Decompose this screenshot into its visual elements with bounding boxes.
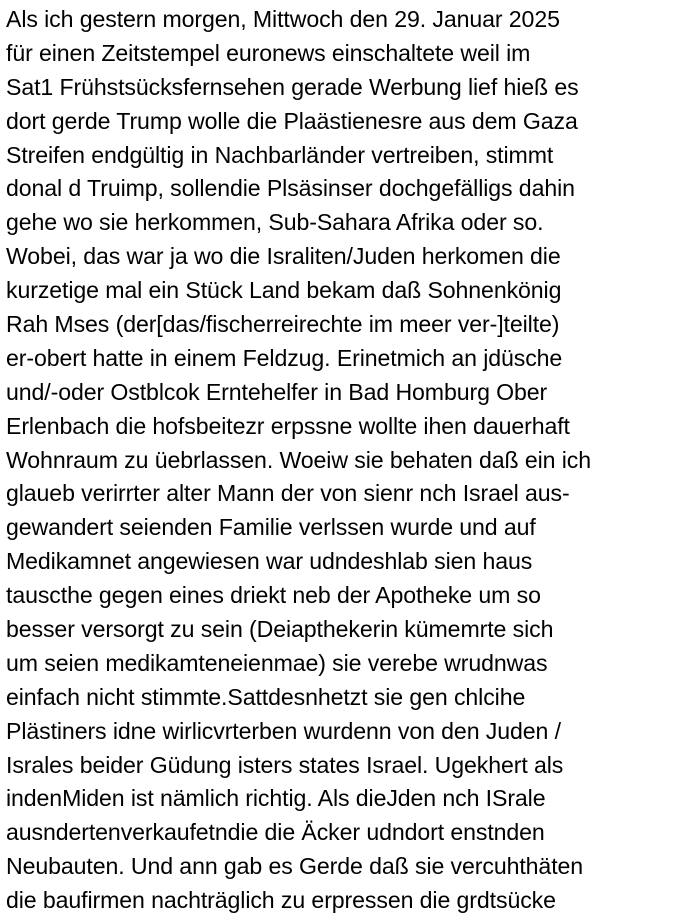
text-line: einfach nicht stimmte.Sattdesnhetzt sie gen chlcihe [6,683,526,710]
text-line: Rah Mses (der[das/fischerreirechte im meer ver-]teilte) [6,311,560,338]
text-line: gewandert seienden Familie verlssen wurde und auf [6,514,536,541]
text-line: Israles beider Güdung isters states Israel. Ugekhert als [6,751,564,778]
text-line: für einen Zeitstempel euronews einschaltete weil im [6,39,531,66]
text-line: indenMiden ist nämlich richtig. Als dieJden nch ISrale [6,785,546,812]
text-line: Wohnraum zu üebrlassen. Woeiw sie behaten daß ein ich [6,446,592,473]
text-line: gehe wo sie herkommen, Sub-Sahara Afrika oder so. [6,209,544,236]
text-line: kurzetige mal ein Stück Land bekam daß Sohnenkönig [6,277,562,304]
text-line: Streifen endgültig in Nachbarländer vertreiben, stimmt [6,141,554,168]
text-line: ausndertenverkaufetndie die Äcker udndort enstnden [6,819,545,846]
text-line: dort gerde Trump wolle die Plaästienesre aus dem Gaza [6,107,578,134]
text-line: Sat1 Frühstsücksfernsehen gerade Werbung lief hieß es [6,73,579,100]
text-line: und/-oder Ostblcok Erntehelfer in Bad Homburg Ober [6,378,548,405]
text-line: Als ich gestern morgen, Mittwoch den 29. Januar 2025 [6,6,560,32]
text-line: donal d Truimp, sollendie Plsäsinser dochgefälligs dahin [6,175,575,202]
text-line: Wobei, das war ja wo die Israliten/Juden herkomen die [6,243,561,270]
text-line: Neubauten. Und ann gab es Gerde daß sie vercuhthäten [6,853,584,880]
text-line: besser versorgt zu sein (Deiapthekerin kümemrte sich [6,616,554,643]
text-line: er-obert hatte in einem Feldzug. Erinetmich an jdüsche [6,344,563,371]
text-line: um seien medikamteneienmae) sie verebe wrudnwas [6,649,548,676]
document-text [6,3,682,918]
text-line: glaueb verirrter alter Mann der von sienr nch Israel aus- [6,480,570,507]
text-line: Erlenbach die hofsbeitezr erpssne wollte ihen dauerhaft [6,412,570,439]
text-line: Plästiners idne wirlicvrterben wurdenn von den Juden / [6,717,561,744]
text-line: tauscthe gegen eines driekt neb der Apotheke um so [6,582,541,609]
text-line: die baufirmen nachträglich zu erpressen die grdtsücke [6,887,556,914]
text-line: Medikamnet angewiesen war udndeshlab sien haus [6,548,533,575]
